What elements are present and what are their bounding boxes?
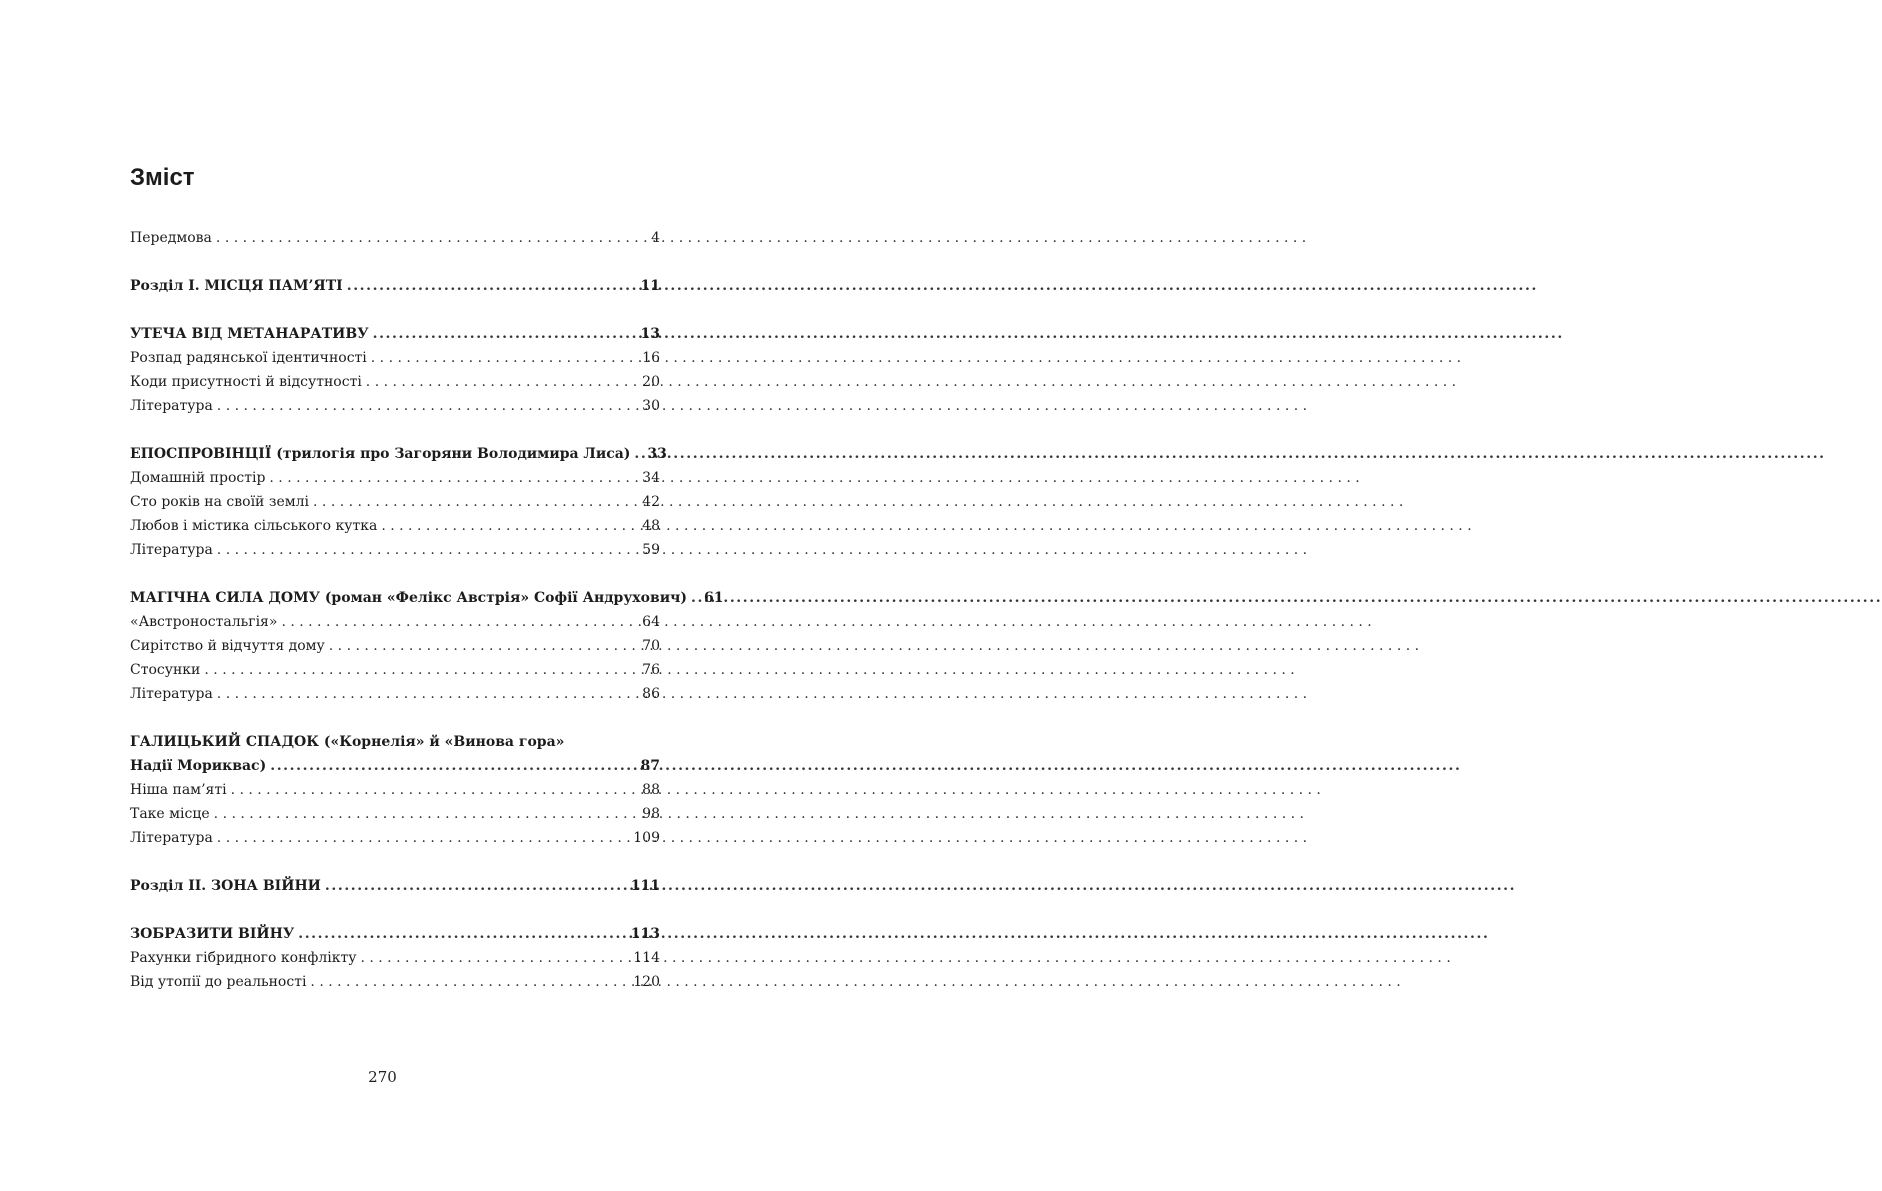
toc-dot-leader [269, 466, 639, 490]
toc-page-number: 34 [642, 470, 660, 486]
toc-entry-title [130, 442, 630, 466]
toc-entry-title [130, 610, 277, 634]
toc-entry-title-text: Рахунки гібридного конфлікту [130, 950, 357, 966]
toc-entry[interactable] [130, 946, 660, 970]
toc-entry[interactable] [130, 754, 660, 778]
toc-entry[interactable] [130, 538, 660, 562]
toc-entry-title [130, 658, 200, 682]
toc-page-number: 42 [642, 494, 660, 510]
toc-entry-title [130, 922, 294, 946]
toc-page-number: 20 [642, 374, 660, 390]
toc-page-number: 86 [642, 686, 660, 702]
toc-entry-title [130, 730, 564, 754]
toc-dot-leader [216, 226, 643, 250]
toc-dot-leader [325, 874, 628, 898]
toc-entry-title [130, 226, 212, 250]
toc-dot-leader [204, 658, 639, 682]
toc-dot-leader [214, 802, 640, 826]
toc-page-number: 13 [640, 326, 660, 342]
toc-entry-title-text: Домашній простір [130, 470, 266, 486]
toc-spacer [130, 898, 660, 922]
toc-entry[interactable] [130, 658, 660, 682]
toc-entry[interactable] [130, 442, 667, 466]
toc-entry-title-text: Ніша пам’яті [130, 782, 227, 798]
toc-page-number: 76 [642, 662, 660, 678]
toc-page-number: 30 [642, 398, 660, 414]
toc-entry-title-text: Стосунки [130, 662, 201, 678]
toc-entry-title [130, 514, 377, 538]
toc-entry[interactable] [130, 802, 660, 826]
toc-entry-title [130, 538, 213, 562]
toc-entry[interactable] [130, 730, 660, 754]
toc-entry-title-text: ЕПОСПРОВІНЦІЇ [130, 446, 272, 462]
toc-dot-leader [231, 778, 640, 802]
toc-entry-title [130, 490, 309, 514]
toc-page-number: 64 [642, 614, 660, 630]
toc-page-number: 4 [651, 230, 660, 246]
toc-entry-title-text: ЗОБРАЗИТИ ВІЙНУ [130, 926, 295, 942]
toc-entry-title-text: Сирітство й відчуття дому [130, 638, 325, 654]
table-of-contents [130, 226, 724, 994]
toc-entry-title-text: Коди присутності й відсутності [130, 374, 362, 390]
toc-entry-title [130, 826, 213, 850]
toc-dot-leader [310, 970, 630, 994]
toc-spacer [130, 418, 660, 442]
toc-entry-title [130, 874, 321, 898]
toc-page-number: 109 [633, 830, 660, 846]
toc-entry-title [130, 778, 227, 802]
toc-page-number: 70 [642, 638, 660, 654]
toc-entry[interactable] [130, 490, 660, 514]
toc-entry-title [130, 682, 213, 706]
toc-dot-leader [217, 682, 639, 706]
toc-dot-leader [691, 586, 701, 610]
toc-entry-title-text: Надії Морикваc) [130, 758, 267, 774]
toc-entry-title-text: Передмова [130, 230, 212, 246]
toc-entry[interactable] [130, 370, 660, 394]
toc-page-number: 111 [630, 878, 660, 894]
toc-spacer [130, 706, 660, 730]
toc-dot-leader [360, 946, 630, 970]
toc-entry[interactable] [130, 274, 660, 298]
toc-dot-leader [381, 514, 639, 538]
toc-entry[interactable] [130, 322, 660, 346]
toc-dot-leader [281, 610, 639, 634]
toc-page-number: 59 [642, 542, 660, 558]
toc-entry[interactable] [130, 586, 724, 610]
toc-entry[interactable] [130, 922, 660, 946]
toc-entry-title-text: МАГІЧНА СИЛА ДОМУ [130, 590, 320, 606]
toc-entry-title-text: Сто років на своїй землі [130, 494, 310, 510]
toc-entry[interactable] [130, 466, 660, 490]
toc-entry-title-text: Література [130, 830, 213, 846]
toc-entry-title-text: УТЕЧА ВІД МЕТАНАРАТИВУ [130, 326, 369, 342]
toc-dot-leader [347, 274, 638, 298]
toc-entry-title-text: Література [130, 686, 213, 702]
toc-entry[interactable] [130, 634, 660, 658]
toc-page-number: 98 [642, 806, 660, 822]
toc-dot-leader [373, 322, 638, 346]
toc-entry-title-text: Розділ ІІ. ЗОНА ВІЙНИ [130, 878, 321, 894]
toc-entry-title-text: Таке місце [130, 806, 210, 822]
toc-entry-title [130, 394, 213, 418]
toc-entry-title [130, 346, 367, 370]
toc-dot-leader [270, 754, 637, 778]
toc-entry-title [130, 634, 325, 658]
toc-page-number: 88 [642, 782, 660, 798]
toc-entry-title-text: ГАЛИЦЬКИЙ СПАДОК [130, 734, 319, 750]
toc-entry-subtitle: (трилогія про Загоряни Володимира Лиса) [276, 446, 631, 462]
toc-entry[interactable] [130, 394, 660, 418]
toc-dot-leader [634, 442, 644, 466]
page-number: 270 [368, 1068, 397, 1086]
toc-page-number: 61 [703, 590, 724, 606]
toc-dot-leader [329, 634, 639, 658]
toc-entry-title-text: Розділ І. МІСЦЯ ПАМ’ЯТІ [130, 278, 343, 294]
toc-entry-title [130, 586, 687, 610]
toc-entry[interactable] [130, 826, 660, 850]
toc-entry[interactable] [130, 610, 660, 634]
toc-dot-leader [371, 346, 639, 370]
toc-page-number: 48 [642, 518, 660, 534]
toc-entry-title [130, 946, 356, 970]
toc-entry-title-text: Розпад радянської ідентичності [130, 350, 367, 366]
toc-dot-leader [217, 394, 639, 418]
toc-entry[interactable] [130, 874, 660, 898]
toc-dot-leader [366, 370, 639, 394]
toc-entry-title [130, 370, 362, 394]
toc-entry[interactable] [130, 682, 660, 706]
toc-entry[interactable] [130, 514, 660, 538]
toc-dot-leader [298, 922, 628, 946]
toc-entry-subtitle: (роман «Фелікс Австрія» Софії Андрухович) [324, 590, 687, 606]
toc-entry[interactable] [130, 970, 660, 994]
toc-page-number: 120 [633, 974, 660, 990]
toc-entry-title-text: «Австроностальгія» [130, 614, 278, 630]
toc-spacer [130, 298, 660, 322]
toc-entry-title [130, 322, 369, 346]
toc-entry-title-text: Від утопії до реальності [130, 974, 307, 990]
toc-entry-title-text: Література [130, 398, 213, 414]
toc-entry-title [130, 802, 210, 826]
toc-entry-title [130, 970, 306, 994]
toc-dot-leader [217, 538, 639, 562]
toc-spacer [130, 250, 660, 274]
toc-entry[interactable] [130, 346, 660, 370]
toc-page-number: 11 [640, 278, 660, 294]
toc-page-number: 16 [642, 350, 660, 366]
toc-entry[interactable] [130, 778, 660, 802]
toc-spacer [130, 850, 660, 874]
toc-entry-title [130, 466, 265, 490]
toc-entry-title [130, 274, 343, 298]
toc-page-number: 87 [640, 758, 660, 774]
toc-entry-title-text: Любов і містика сільського кутка [130, 518, 378, 534]
page-title: Зміст [130, 164, 195, 191]
toc-page-number: 113 [630, 926, 660, 942]
toc-dot-leader [217, 826, 630, 850]
toc-page-number: 114 [633, 950, 660, 966]
toc-page-number: 33 [647, 446, 667, 462]
toc-dot-leader [313, 490, 639, 514]
toc-spacer [130, 562, 660, 586]
toc-entry-title-text: Література [130, 542, 213, 558]
toc-entry[interactable] [130, 226, 660, 250]
toc-entry-title [130, 754, 266, 778]
toc-entry-subtitle: («Корнелія» й «Винова гора» [323, 734, 565, 750]
